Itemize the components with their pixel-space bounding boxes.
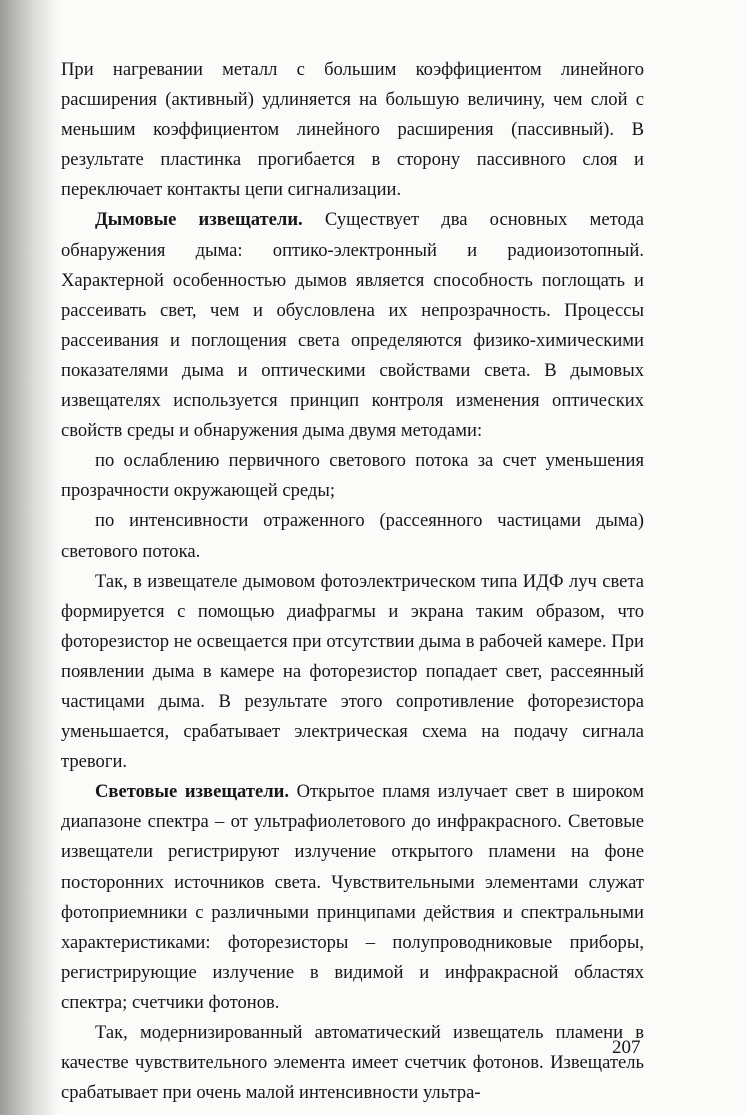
heading-light-detectors: Световые извещатели.: [95, 781, 290, 803]
page-text-block: [61, 55, 644, 1108]
paragraph-smoke-detectors: [61, 205, 644, 446]
paragraph-method-scattering: по интенсивности отраженного (рассеянного частицами дыма) светового потока.: [61, 510, 644, 562]
scan-binding-shadow: [0, 0, 60, 1115]
heading-smoke-detectors: Дымовые извещатели.: [95, 209, 303, 231]
page-number: 207: [612, 1037, 641, 1058]
paragraph-flame-detector: Так, модернизированный автоматический извещатель пламени в качестве чувствительного элемента имеет счетчик фотонов. Извещатель срабатывает при очень малой интенсивности ультра-: [61, 1022, 644, 1104]
paragraph-bimetal: При нагревании металл с большим коэффициентом линейного расширения (активный) удлиняется на большую величину, чем слой с меньшим коэффициентом линейного расширения (пассивный). В результате пластинка прогибается в сторону пассивного слоя и переключает контакты цепи сигнализации.: [61, 59, 644, 201]
paragraph-method-attenuation: по ослаблению первичного светового потока за счет уменьшения прозрачности окружающей среды;: [61, 450, 644, 502]
paragraph-light-detectors: [61, 777, 644, 1018]
paragraph-light-detectors-text: Открытое пламя излучает свет в широком диапазоне спектра – от ультрафиолетового до инфракрасного. Световые извещатели регистрируют излучение открытого пламени на фоне посторонних источников света. Чувствительными элементами служат фотоприемники с различными принципами действия и спектральными характеристиками: фоторезисторы – полупроводниковые приборы, регистрирующие излучение в видимой и инфракрасной областях спектра; счетчики фотонов.: [61, 781, 645, 1013]
paragraph-idf-detector: Так, в извещателе дымовом фотоэлектрическом типа ИДФ луч света формируется с помощью диафрагмы и экрана таким образом, что фоторезистор не освещается при отсутствии дыма в рабочей камере. При появлении дыма в камере на фоторезистор попадает свет, рассеянный частицами дыма. В результате этого сопротивление фоторезистора уменьшается, срабатывает электрическая схема на подачу сигнала тревоги.: [61, 570, 644, 773]
paragraph-smoke-detectors-text: Существует два основных метода обнаружения дыма: оптико-электронный и радиоизотопный. Характерной особенностью дымов является способность поглощать и рассеивать свет, чем и обусловлена их непрозрачность. Процессы рассеивания и поглощения света определяются физико-химическими показателями дыма и оптическими свойствами света. В дымовых извещателях используется принцип контроля изменения оптических свойств среды и обнаружения дыма двумя методами:: [61, 209, 644, 442]
